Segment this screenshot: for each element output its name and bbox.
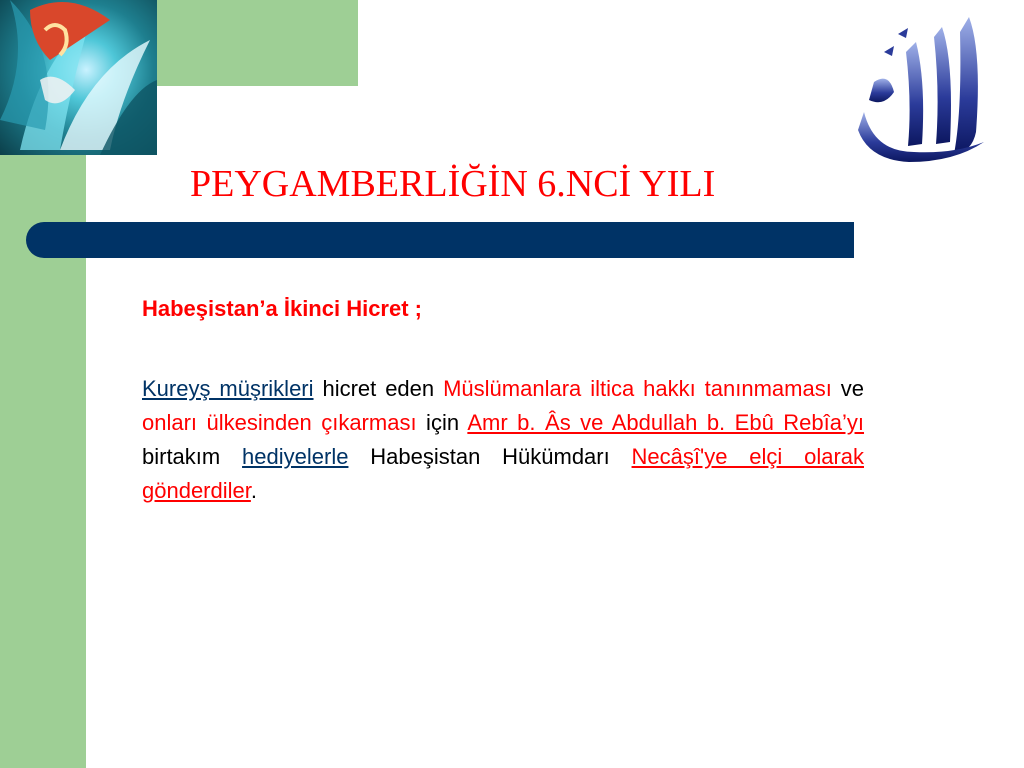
link-necasi-elci[interactable]: Necâşî'ye elçi olarak gönderdiler	[142, 444, 864, 503]
text-period: .	[250, 478, 257, 503]
link-kureys-musrikleri[interactable]: Kureyş müşrikleri	[142, 376, 314, 401]
text-birtakim: birtakım	[142, 444, 243, 469]
section-subtitle: Habeşistan’a İkinci Hicret ;	[142, 296, 422, 321]
slide-title: PEYGAMBERLİĞİN 6.NCİ YILI	[190, 163, 716, 205]
link-hediyelerle[interactable]: hediyelerle	[242, 444, 349, 469]
flower-art-icon	[0, 0, 157, 155]
text-onlari-ulkesinden: onları ülkesinden çıkarması	[142, 410, 417, 435]
decorative-corner-image	[0, 0, 157, 155]
body-paragraph	[142, 372, 864, 508]
title-underline-bar	[26, 222, 854, 258]
allah-calligraphy-icon	[854, 12, 994, 162]
text-habesistan-hukumdari: Habeşistan Hükümdarı	[348, 444, 632, 469]
text-ve: ve	[831, 376, 865, 401]
text-icin: için	[416, 410, 468, 435]
link-amr-abdullah[interactable]: Amr b. Âs ve Abdullah b. Ebû Rebîa’yı	[467, 410, 865, 435]
text-hicret-eden: hicret eden	[313, 376, 444, 401]
text-muslumanlara-iltica: Müslümanlara iltica hakkı tanınmaması	[443, 376, 832, 401]
